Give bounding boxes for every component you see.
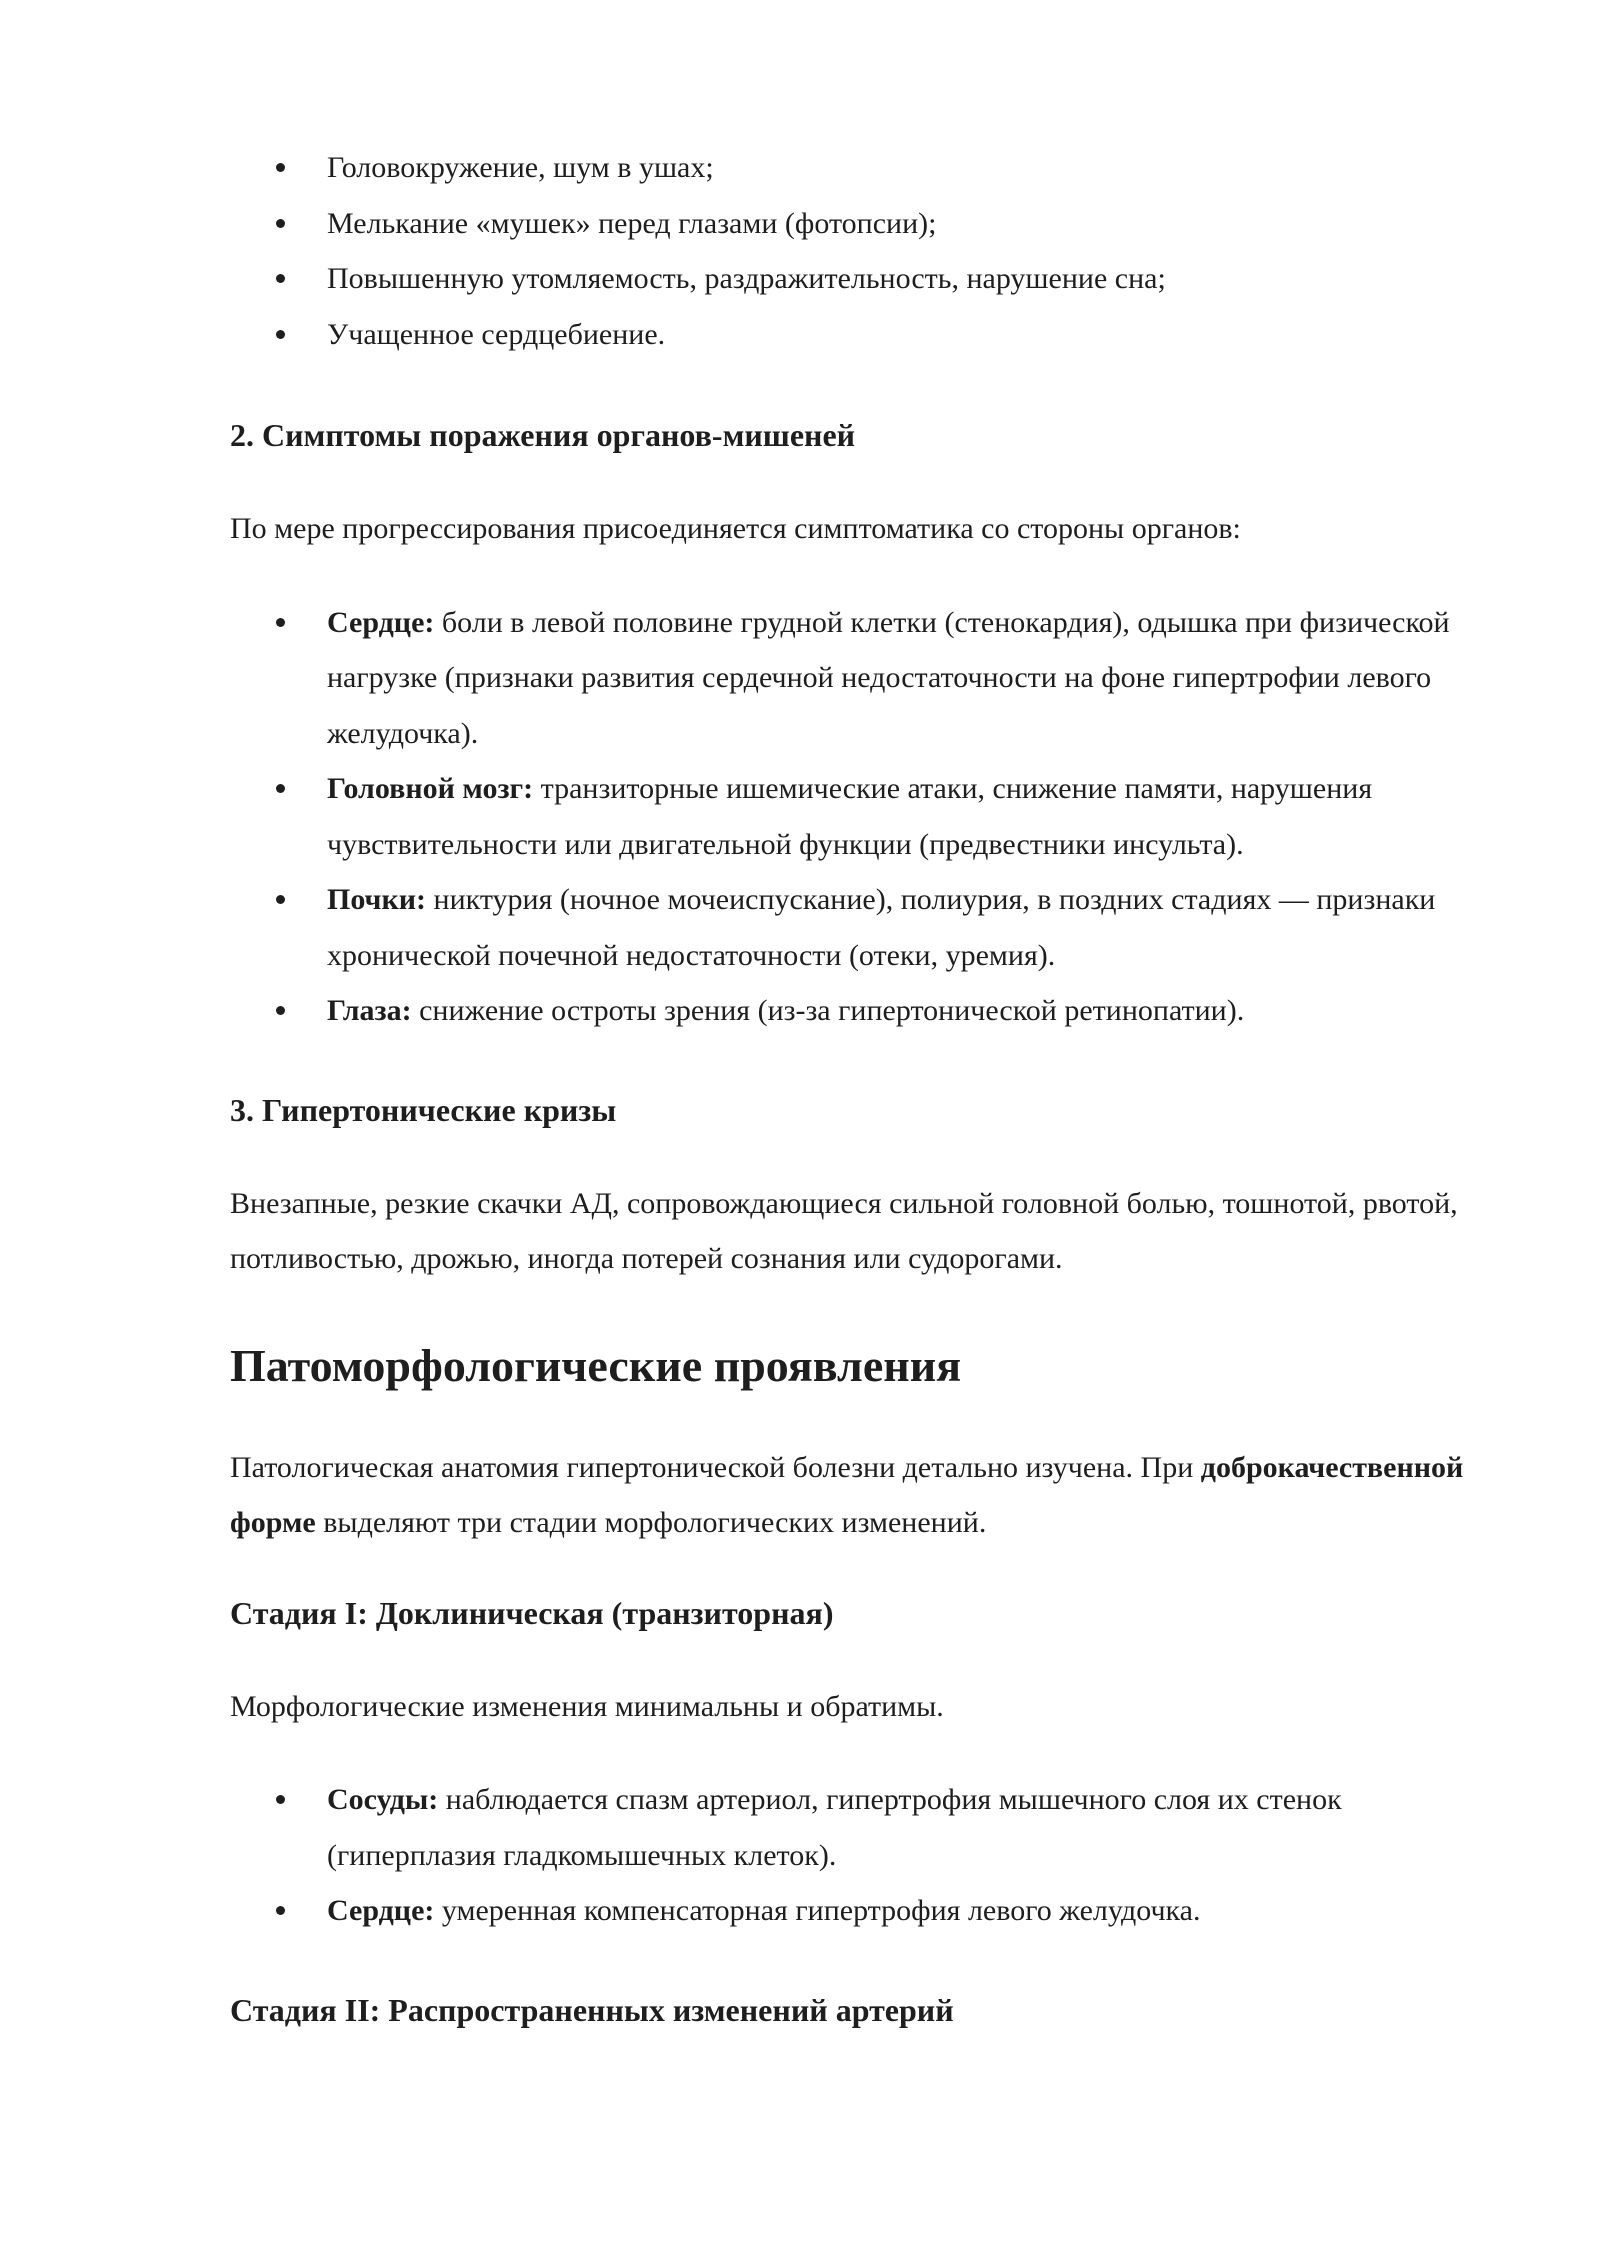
list-item-text: боли в левой половине грудной клетки (стенокардия), одышка при физической нагрузке (признаки развития сердечной недостаточности на фоне гипертрофии левого желудочка). xyxy=(327,605,1450,750)
section-heading-target-organs: 2. Симптомы поражения органов-мишеней xyxy=(230,417,856,453)
list-item-text: снижение остроты зрения (из-за гипертонической ретинопатии). xyxy=(411,994,1245,1027)
list-item: Мелькание «мушек» перед глазами (фотопсии); xyxy=(230,196,1470,252)
stage-1-list xyxy=(230,1772,1470,1939)
chapter-intro xyxy=(230,1440,1470,1551)
list-item-term: Сосуды: xyxy=(327,1783,439,1816)
list-item-term: Сердце: xyxy=(327,605,435,639)
section-heading-crises: 3. Гипертонические кризы xyxy=(230,1091,617,1128)
document-page xyxy=(230,140,1470,2032)
list-item-term: Сердце: xyxy=(327,1894,435,1927)
list-item-text: умеренная компенсаторная гипертрофия левого желудочка. xyxy=(434,1894,1201,1927)
intro-bold-term: доброкачественной форме xyxy=(230,1450,1464,1539)
symptom-list xyxy=(230,140,1470,362)
stage-heading-1: Стадия I: Доклиническая (транзиторная) xyxy=(230,1594,834,1631)
section-paragraph: Внезапные, резкие скачки АД, сопровождающиеся сильной головной болью, тошнотой, рвотой, потливостью, дрожью, иногда потерей сознания или судорогами. xyxy=(230,1186,1458,1275)
list-item-text: наблюдается спазм артериол, гипертрофия мышечного слоя их стенок (гиперплазия гладкомышечных клеток). xyxy=(327,1783,1342,1872)
intro-text-after: выделяют три стадии морфологических изменений. xyxy=(315,1506,987,1539)
list-item xyxy=(230,872,1470,983)
list-item-text: транзиторные ишемические атаки, снижение памяти, нарушения чувствительности или двигательной функции (предвестники инсульта). xyxy=(327,772,1373,861)
list-item: Учащенное сердцебиение. xyxy=(230,307,1470,363)
list-item-text: никтурия (ночное мочеиспускание), полиурия, в поздних стадиях — признаки хронической почечной недостаточности (отеки, уремия). xyxy=(327,883,1436,972)
list-item xyxy=(230,1772,1470,1883)
list-item-term: Глаза: xyxy=(327,994,412,1027)
list-item-term: Почки: xyxy=(327,883,427,916)
list-item: Повышенную утомляемость, раздражительность, нарушение сна; xyxy=(230,251,1470,307)
list-item: Головокружение, шум в ушах; xyxy=(230,140,1470,196)
section-intro: По мере прогрессирования присоединяется симптоматика со стороны органов: xyxy=(230,512,1241,545)
chapter-heading: Патоморфологические проявления xyxy=(230,1339,962,1391)
list-item xyxy=(230,1883,1470,1939)
stage-intro: Морфологические изменения минимальны и обратимы. xyxy=(230,1689,944,1723)
stage-heading-2: Стадия II: Распространенных изменений артерий xyxy=(230,1991,954,2028)
target-organ-list xyxy=(230,595,1470,1039)
list-item xyxy=(230,761,1470,872)
list-item xyxy=(230,983,1470,1039)
intro-text-before: Патологическая анатомия гипертонической болезни детально изучена. При xyxy=(230,1450,1201,1484)
list-item xyxy=(230,595,1470,762)
list-item-term: Головной мозг: xyxy=(327,772,534,805)
